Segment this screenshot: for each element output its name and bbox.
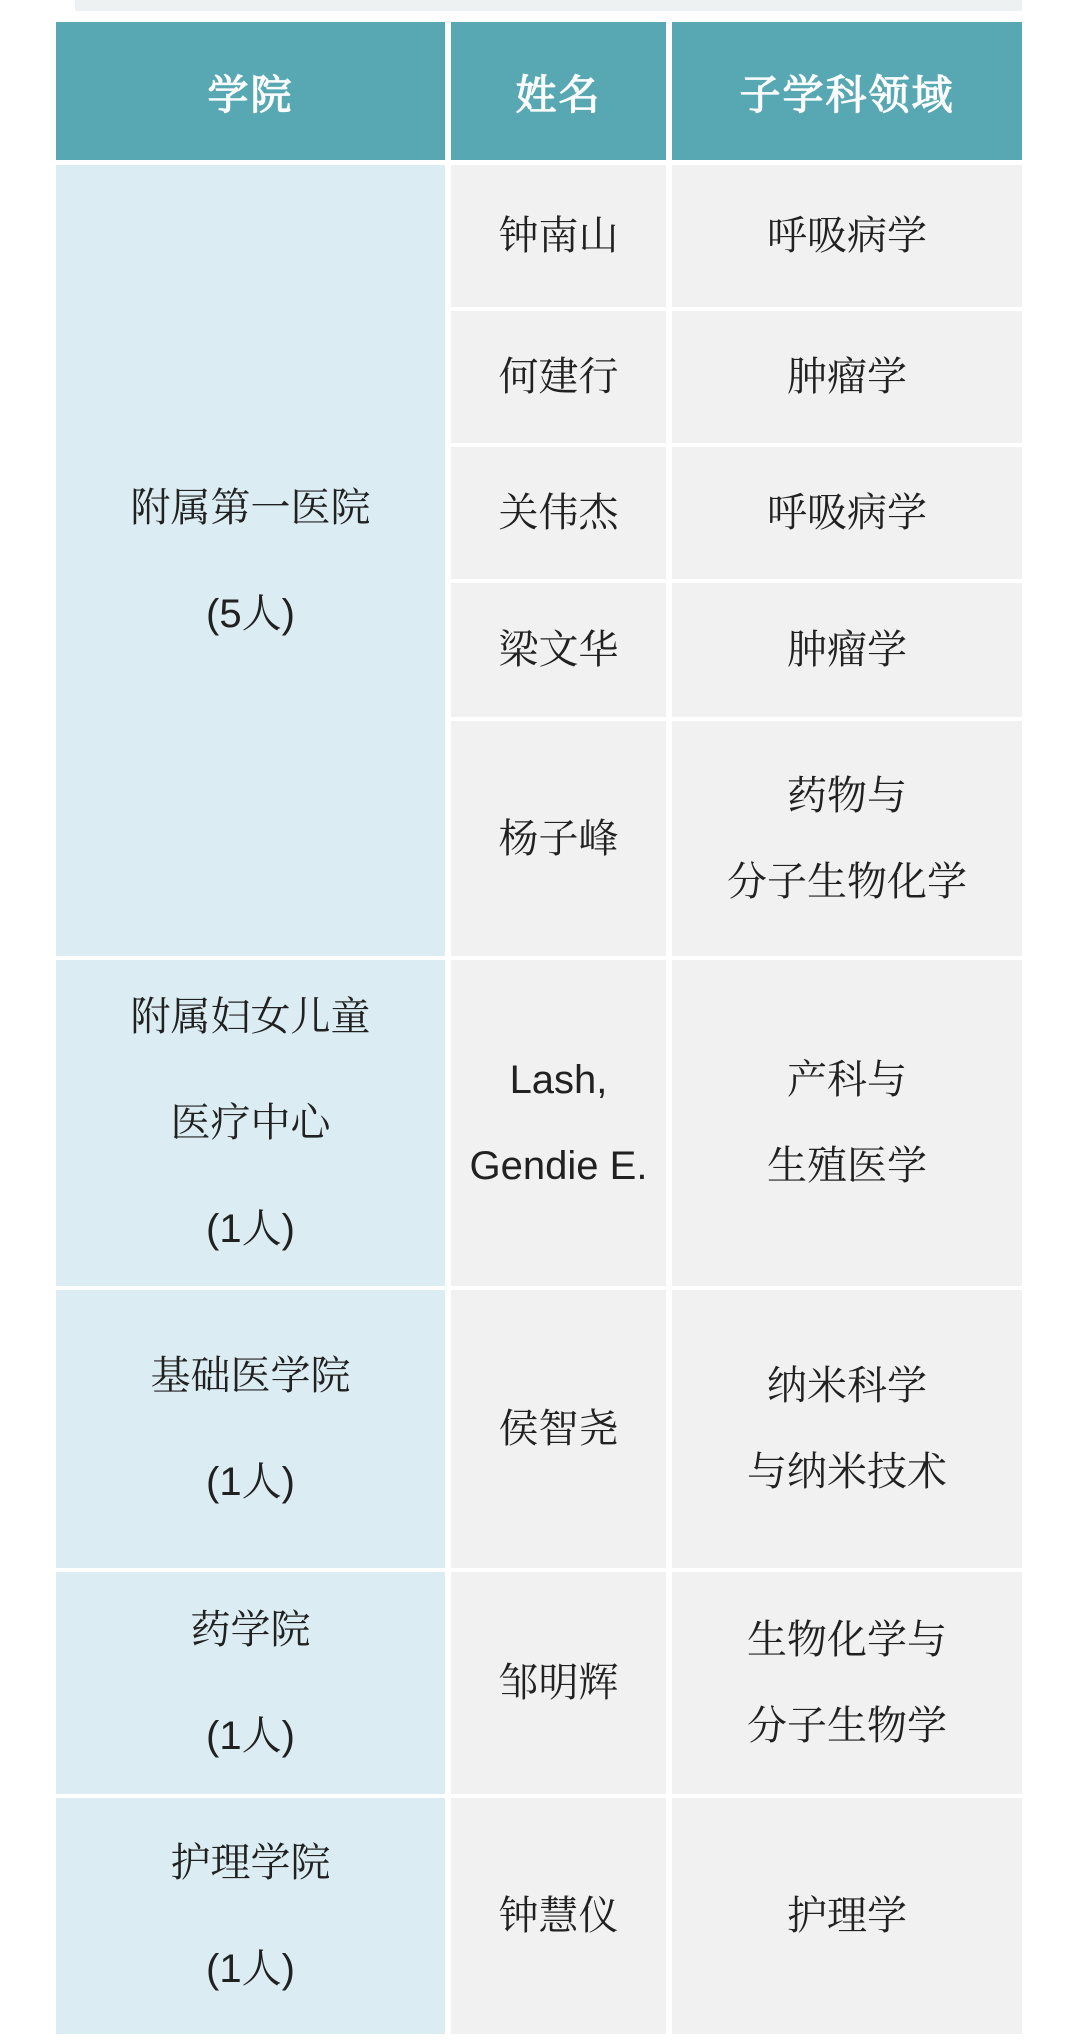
name-cell bbox=[451, 447, 666, 579]
table-body bbox=[56, 165, 1022, 2034]
table-row bbox=[451, 1798, 1022, 2034]
field-cell bbox=[672, 311, 1022, 443]
table-row bbox=[451, 1290, 1022, 1568]
field-line: 护理学 bbox=[787, 1894, 907, 1938]
field-cell bbox=[672, 721, 1022, 956]
field-line: 产科与 bbox=[787, 1058, 907, 1102]
college-line: 护理学院 bbox=[170, 1841, 331, 1885]
college-group-row bbox=[56, 1798, 1022, 2034]
field-cell bbox=[672, 1572, 1022, 1794]
name-line: Gendie E. bbox=[469, 1144, 648, 1188]
college-line: 附属第一医院 bbox=[130, 485, 371, 530]
top-edge-artifact bbox=[75, 0, 1022, 11]
name-line: 钟南山 bbox=[498, 214, 619, 258]
table-row bbox=[451, 165, 1022, 307]
college-cell bbox=[56, 165, 445, 956]
college-line: (1人) bbox=[206, 1947, 295, 1991]
college-group-row bbox=[56, 1290, 1022, 1568]
faculty-table bbox=[56, 22, 1022, 2034]
field-line: 呼吸病学 bbox=[767, 214, 927, 258]
name-line: 侯智尧 bbox=[498, 1407, 619, 1451]
field-cell bbox=[672, 583, 1022, 717]
college-line: (1人) bbox=[206, 1460, 295, 1504]
field-line: 纳米科学 bbox=[767, 1364, 927, 1408]
table-row bbox=[451, 721, 1022, 956]
member-rows bbox=[451, 1798, 1022, 2034]
field-line: 肿瘤学 bbox=[787, 628, 907, 672]
field-line: 药物与 bbox=[787, 773, 907, 818]
name-cell bbox=[451, 1572, 666, 1794]
name-line: Lash, bbox=[509, 1058, 608, 1102]
table-row bbox=[451, 960, 1022, 1286]
column-header-college: 学院 bbox=[56, 22, 445, 160]
table-row bbox=[451, 311, 1022, 443]
name-cell bbox=[451, 960, 666, 1286]
name-cell bbox=[451, 311, 666, 443]
field-line: 分子生物化学 bbox=[727, 859, 967, 904]
college-line: 医疗中心 bbox=[170, 1101, 331, 1145]
college-line: (5人) bbox=[206, 591, 295, 636]
field-cell bbox=[672, 447, 1022, 579]
field-line: 与纳米技术 bbox=[747, 1450, 947, 1494]
college-line: (1人) bbox=[206, 1207, 295, 1251]
college-group-row bbox=[56, 960, 1022, 1286]
field-cell bbox=[672, 1290, 1022, 1568]
field-cell bbox=[672, 960, 1022, 1286]
table-row bbox=[451, 447, 1022, 579]
field-cell bbox=[672, 165, 1022, 307]
table-row bbox=[451, 583, 1022, 717]
column-header-field: 子学科领域 bbox=[672, 22, 1022, 160]
college-group-row bbox=[56, 1572, 1022, 1794]
name-cell bbox=[451, 1290, 666, 1568]
college-cell bbox=[56, 1798, 445, 2034]
field-cell bbox=[672, 1798, 1022, 2034]
college-group-row bbox=[56, 165, 1022, 956]
member-rows bbox=[451, 1290, 1022, 1568]
field-line: 生殖医学 bbox=[767, 1144, 927, 1188]
field-line: 分子生物学 bbox=[747, 1704, 947, 1748]
name-cell bbox=[451, 165, 666, 307]
college-line: 基础医学院 bbox=[150, 1354, 351, 1398]
college-cell bbox=[56, 960, 445, 1286]
name-line: 何建行 bbox=[498, 355, 619, 399]
college-line: 药学院 bbox=[190, 1608, 311, 1652]
college-cell bbox=[56, 1572, 445, 1794]
name-cell bbox=[451, 721, 666, 956]
name-cell bbox=[451, 1798, 666, 2034]
member-rows bbox=[451, 165, 1022, 956]
college-cell bbox=[56, 1290, 445, 1568]
member-rows bbox=[451, 960, 1022, 1286]
column-header-name: 姓名 bbox=[451, 22, 666, 160]
name-line: 梁文华 bbox=[498, 628, 619, 672]
field-line: 生物化学与 bbox=[747, 1618, 947, 1662]
college-line: 附属妇女儿童 bbox=[130, 995, 371, 1039]
name-line: 杨子峰 bbox=[498, 816, 619, 861]
college-line: (1人) bbox=[206, 1714, 295, 1758]
table-header-row bbox=[56, 22, 1022, 160]
member-rows bbox=[451, 1572, 1022, 1794]
table-row bbox=[451, 1572, 1022, 1794]
name-line: 关伟杰 bbox=[498, 491, 619, 535]
name-line: 邹明辉 bbox=[498, 1661, 619, 1705]
name-cell bbox=[451, 583, 666, 717]
name-line: 钟慧仪 bbox=[498, 1894, 619, 1938]
field-line: 呼吸病学 bbox=[767, 491, 927, 535]
field-line: 肿瘤学 bbox=[787, 355, 907, 399]
